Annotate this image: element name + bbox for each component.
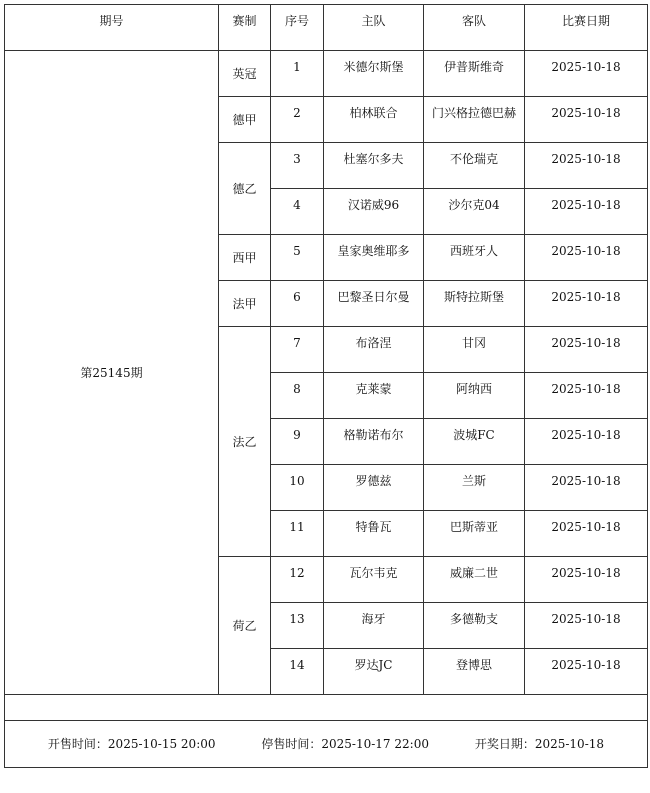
away-cell: 多德勒支 bbox=[424, 603, 525, 649]
header-league: 赛制 bbox=[219, 5, 271, 51]
footer-row bbox=[5, 721, 648, 768]
away-cell: 巴斯蒂亚 bbox=[424, 511, 525, 557]
home-cell: 海牙 bbox=[324, 603, 424, 649]
away-cell: 沙尔克04 bbox=[424, 189, 525, 235]
date-cell: 2025-10-18 bbox=[525, 51, 648, 97]
home-cell: 瓦尔韦克 bbox=[324, 557, 424, 603]
header-home: 主队 bbox=[324, 5, 424, 51]
league-cell: 英冠 bbox=[219, 51, 271, 97]
footer-info bbox=[5, 737, 647, 751]
seq-cell: 2 bbox=[271, 97, 324, 143]
seq-cell: 13 bbox=[271, 603, 324, 649]
date-cell: 2025-10-18 bbox=[525, 373, 648, 419]
league-cell: 法乙 bbox=[219, 327, 271, 557]
seq-cell: 8 bbox=[271, 373, 324, 419]
footer-cell bbox=[5, 721, 648, 768]
home-cell: 特鲁瓦 bbox=[324, 511, 424, 557]
home-cell: 杜塞尔多夫 bbox=[324, 143, 424, 189]
blank-cell bbox=[5, 695, 648, 721]
home-cell: 柏林联合 bbox=[324, 97, 424, 143]
seq-cell: 5 bbox=[271, 235, 324, 281]
table-row bbox=[5, 51, 648, 97]
date-cell: 2025-10-18 bbox=[525, 511, 648, 557]
home-cell: 巴黎圣日尔曼 bbox=[324, 281, 424, 327]
away-cell: 兰斯 bbox=[424, 465, 525, 511]
home-cell: 布洛涅 bbox=[324, 327, 424, 373]
header-issue: 期号 bbox=[5, 5, 219, 51]
draw-date: 开奖日期：2025-10-18 bbox=[474, 737, 605, 751]
away-cell: 甘冈 bbox=[424, 327, 525, 373]
date-cell: 2025-10-18 bbox=[525, 603, 648, 649]
league-cell: 德甲 bbox=[219, 97, 271, 143]
date-cell: 2025-10-18 bbox=[525, 235, 648, 281]
away-cell: 伊普斯维奇 bbox=[424, 51, 525, 97]
schedule-table bbox=[4, 4, 648, 768]
date-cell: 2025-10-18 bbox=[525, 327, 648, 373]
date-cell: 2025-10-18 bbox=[525, 97, 648, 143]
away-cell: 不伦瑞克 bbox=[424, 143, 525, 189]
league-cell: 荷乙 bbox=[219, 557, 271, 695]
away-cell: 威廉二世 bbox=[424, 557, 525, 603]
league-cell: 法甲 bbox=[219, 281, 271, 327]
seq-cell: 3 bbox=[271, 143, 324, 189]
home-cell: 克莱蒙 bbox=[324, 373, 424, 419]
issue-cell: 第25145期 bbox=[5, 51, 219, 695]
date-cell: 2025-10-18 bbox=[525, 465, 648, 511]
away-cell: 登博思 bbox=[424, 649, 525, 695]
seq-cell: 7 bbox=[271, 327, 324, 373]
date-cell: 2025-10-18 bbox=[525, 143, 648, 189]
seq-cell: 12 bbox=[271, 557, 324, 603]
sale-stop-time: 停售时间：2025-10-17 22:00 bbox=[261, 737, 429, 751]
away-cell: 门兴格拉德巴赫 bbox=[424, 97, 525, 143]
header-date: 比赛日期 bbox=[525, 5, 648, 51]
home-cell: 皇家奥维耶多 bbox=[324, 235, 424, 281]
home-cell: 罗德兹 bbox=[324, 465, 424, 511]
schedule-body bbox=[5, 51, 648, 695]
home-cell: 米德尔斯堡 bbox=[324, 51, 424, 97]
home-cell: 格勒诺布尔 bbox=[324, 419, 424, 465]
home-cell: 罗达JC bbox=[324, 649, 424, 695]
league-cell: 德乙 bbox=[219, 143, 271, 235]
home-cell: 汉诺威96 bbox=[324, 189, 424, 235]
league-cell: 西甲 bbox=[219, 235, 271, 281]
sale-start-time: 开售时间：2025-10-15 20:00 bbox=[47, 737, 216, 751]
seq-cell: 1 bbox=[271, 51, 324, 97]
date-cell: 2025-10-18 bbox=[525, 281, 648, 327]
seq-cell: 11 bbox=[271, 511, 324, 557]
seq-cell: 4 bbox=[271, 189, 324, 235]
date-cell: 2025-10-18 bbox=[525, 649, 648, 695]
away-cell: 阿纳西 bbox=[424, 373, 525, 419]
date-cell: 2025-10-18 bbox=[525, 419, 648, 465]
away-cell: 斯特拉斯堡 bbox=[424, 281, 525, 327]
seq-cell: 10 bbox=[271, 465, 324, 511]
date-cell: 2025-10-18 bbox=[525, 557, 648, 603]
header-away: 客队 bbox=[424, 5, 525, 51]
seq-cell: 9 bbox=[271, 419, 324, 465]
away-cell: 西班牙人 bbox=[424, 235, 525, 281]
blank-row bbox=[5, 695, 648, 721]
header-row bbox=[5, 5, 648, 51]
seq-cell: 14 bbox=[271, 649, 324, 695]
header-seq: 序号 bbox=[271, 5, 324, 51]
seq-cell: 6 bbox=[271, 281, 324, 327]
away-cell: 波城FC bbox=[424, 419, 525, 465]
date-cell: 2025-10-18 bbox=[525, 189, 648, 235]
